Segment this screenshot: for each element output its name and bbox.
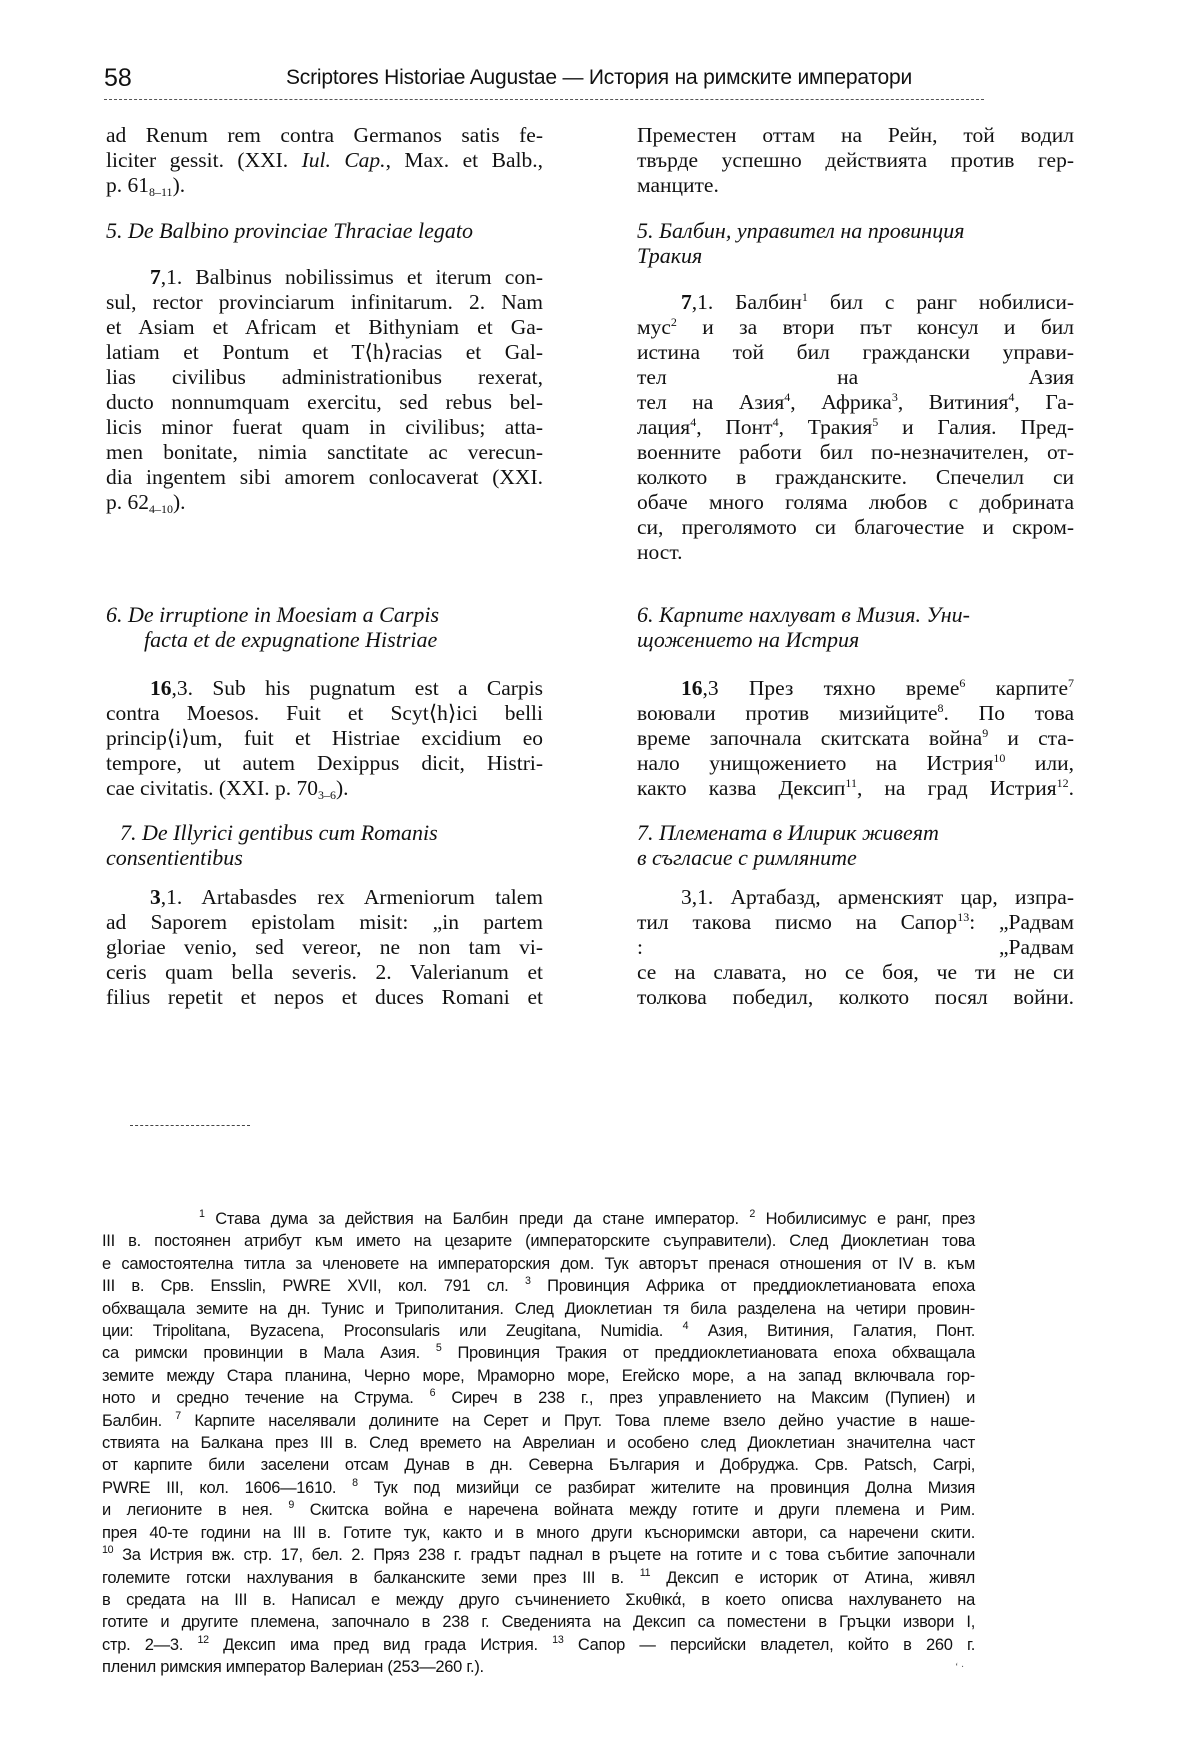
- text-line: толкова победил, колкото посял войни.: [637, 985, 1074, 1009]
- footnote-text: Провинция Тракия от преддиоклетиановата епоха обхващала: [441, 1343, 976, 1363]
- section-heading: в съгласие с римляните: [637, 845, 857, 870]
- latin-section-5: [106, 265, 543, 515]
- text-line: 3,1. Artabasdes rex Armeniorum talem: [150, 885, 543, 909]
- footnote-text: Балбин.: [102, 1410, 176, 1430]
- text-line: latiam et Pontum et T⟨h⟩racias et Gal-: [106, 340, 543, 364]
- header-rule: [104, 99, 984, 100]
- section-heading: 7. Племената в Илирик живеят: [637, 820, 939, 845]
- bulgarian-section-6: [637, 676, 1074, 801]
- footnote-number: 1: [199, 1208, 205, 1220]
- footnote-text: обхващала земите на дн. Тунис и Триполитания. След Диоклетиан тя била разделена на четири провин-: [102, 1298, 975, 1318]
- footnote-text: стр. 2—3.: [102, 1634, 198, 1654]
- text-line: contra Moesos. Fuit et Scyt⟨h⟩ici belli: [106, 701, 543, 725]
- footnote-line: [102, 1634, 975, 1656]
- footnote-number: 6: [429, 1387, 436, 1400]
- text-line: p. $61_{8-11}$).: [106, 173, 186, 199]
- footnote-text: са римски провинции в Мала Азия.: [102, 1343, 436, 1363]
- running-title: Scriptores Historiae Augustae — История на римските императори: [286, 66, 913, 89]
- footnote-line: [102, 1544, 975, 1566]
- text-line: ност.: [637, 540, 683, 564]
- section-heading: Тракия: [637, 243, 703, 268]
- running-head: [104, 64, 984, 98]
- text-line: 3,1. Артабазд, арменският цар, изпра-: [681, 885, 1074, 909]
- footnote-text: Тук под мизийци се разбират жителите на провинция Долна Мизия: [357, 1477, 975, 1497]
- text-line: истина той бил граждански управи-: [637, 340, 1074, 364]
- text-line: sul, rector provinciarum infinitarum. 2. Nam: [106, 290, 543, 314]
- footnote-line: [102, 1387, 975, 1409]
- footnotes: [102, 1208, 975, 1679]
- text-line: тил такова писмо на Сапор$^{13}$: „Радвам: [637, 910, 1074, 934]
- bulgarian-section-5: [637, 290, 1074, 565]
- footnote-line: [102, 1454, 975, 1476]
- footnote-number: 13: [552, 1633, 564, 1646]
- footnote-text: Нобилисимус е ранг, през: [755, 1209, 975, 1228]
- footnote-line: [102, 1320, 975, 1342]
- footnote-line: [102, 1410, 975, 1432]
- footnote-text: ции: Tripolitana, Byzacena, Proconsularis или Zeugitana, Numidia.: [102, 1321, 683, 1341]
- text-line: et Asiam et Africam et Bithyniam et Ga-: [106, 315, 543, 339]
- text-line: cae civitatis. (XXI. p. $70_{3-6}$).: [106, 776, 349, 802]
- section-heading: 6. Карпите нахлуват в Мизия. Уни-: [637, 602, 970, 627]
- footnote-text: големите готски нахлувания в балканските земи през III в.: [102, 1567, 640, 1587]
- footnote-text: е самостоятелна титла за членовете на императорския дом. Тук авторът пренася отношения от IV в. към: [102, 1253, 975, 1273]
- bulgarian-intro: [637, 123, 1074, 198]
- text-line: лация$^4$, Понт$^4$, Тракия$^5$ и Галия. Пред-: [637, 415, 1074, 439]
- latin-heading-7: [106, 820, 543, 870]
- footnote-number: 7: [175, 1409, 181, 1422]
- text-line: мус$^2$ и за втори път консул и бил: [637, 315, 1074, 339]
- footnote-line: [102, 1611, 975, 1633]
- text-line: ad Renum rem contra Germanos satis fe-: [106, 123, 543, 147]
- footnote-number: 3: [524, 1275, 531, 1288]
- footnote-text: пленил римския император Валериан (253—260 г.).: [102, 1657, 484, 1677]
- footnote-text: III в. Срв. Ensslin, PWRE XVII, кол. 791 сл.: [102, 1276, 525, 1296]
- text-line: както казва Дексип$^{11}$, на град Истрия$^{12}$.: [637, 776, 1074, 800]
- text-line: liciter gessit. (XXI. Iul. Cap., Max. et Balb.,: [106, 148, 543, 172]
- text-line: lias civilibus administrationibus rexerat,: [106, 365, 543, 389]
- text-line: се на славата, но се боя, че ти не си: [637, 960, 1074, 984]
- text-line: 16,3 През тяхно време$^6$ карпите$^7$: [681, 676, 1074, 700]
- scan-speck: ʻ ·: [955, 1662, 965, 1673]
- footnote-line: [102, 1522, 975, 1544]
- footnote-text: готите и другите племена, започнало в 238 г. Сведенията на Дексип са поместени в Гръцки извори I,: [102, 1612, 975, 1632]
- footnote-text: Сапор — персийски владетел, който в 260 г.: [563, 1634, 976, 1654]
- footnote-line: [102, 1432, 975, 1454]
- section-heading: 5. Балбин, управител на провинция: [637, 218, 965, 243]
- text-line: 16,3. Sub his pugnatum est a Carpis: [150, 676, 543, 700]
- footnote-line: [102, 1298, 975, 1320]
- footnote-text: в средата на III в. Написал е между друго съчинението Σκυθικά, в което описва нахлуването на: [102, 1589, 975, 1609]
- text-line: : „Радвам: [637, 935, 1074, 959]
- bulgarian-heading-7: [637, 820, 1074, 870]
- footnote-line: [102, 1567, 975, 1589]
- footnote-number: 4: [682, 1320, 689, 1333]
- footnote-line: [102, 1656, 975, 1678]
- footnote-number: 2: [749, 1208, 756, 1220]
- text-line: тел на Азия$^4$, Африка$^3$, Витиния$^4$, Га-: [637, 390, 1074, 414]
- latin-section-7: [106, 885, 543, 1010]
- footnote-text: и легионите в нея.: [102, 1500, 289, 1520]
- text-line: princip⟨i⟩um, fuit et Histriae excidium eo: [106, 726, 543, 750]
- text-line: 7,1. Балбин$^1$ бил с ранг нобилиси-: [681, 290, 1074, 314]
- latin-section-6: [106, 676, 543, 801]
- bulgarian-section-7: [637, 885, 1074, 1010]
- text-line: licis minor fuerat quam in civilibus; atta-: [106, 415, 543, 439]
- latin-heading-5: [106, 218, 543, 243]
- text-line: си, преголямото си благочестие и скром-: [637, 515, 1074, 539]
- footnote-text: от карпите били заселени отсам Дунав в дн. Северна България и Добруджа. Срв. Patsch, Carpi,: [102, 1455, 975, 1475]
- footnote-text: За Истрия вж. стр. 17, бел. 2. Пряз 238 г. градът паднал в ръцете на готите и с това събитие започнали: [113, 1545, 976, 1565]
- footnote-text: земите между Стара планина, Черно море, Мраморно море, Егейско море, а на запад включвала гор-: [102, 1365, 975, 1385]
- text-line: tempore, ut autem Dexippus dicit, Histri-: [106, 751, 543, 775]
- footnote-text: ното и средно течение на Струма.: [102, 1388, 430, 1408]
- footnote-text: Дексип има пред вид града Истрия.: [208, 1634, 553, 1654]
- footnote-line: [102, 1499, 975, 1521]
- section-heading: щожението на Истрия: [637, 627, 860, 652]
- footnote-text: Дексип е историк от Атина, живял: [650, 1567, 975, 1587]
- text-line: Преместен оттам на Рейн, той водил: [637, 123, 1074, 147]
- text-line: твърде успешно действията против гер-: [637, 148, 1074, 172]
- page-number: 58: [104, 64, 132, 92]
- text-line: време започнала скитската война$^9$ и ста-: [637, 726, 1074, 750]
- footnote-line: [102, 1253, 975, 1275]
- footnote-text: прея 40-те години на III в. Готите тук, както и в много други късноримски автори, са наречени скити.: [102, 1522, 975, 1542]
- bulgarian-heading-6: [637, 602, 1074, 652]
- text-line: gloriae venio, sed vereor, ne non tam vi-: [106, 935, 543, 959]
- section-heading: facta et de expugnatione Histriae: [144, 627, 438, 652]
- footnote-number: 11: [639, 1566, 651, 1579]
- text-line: ceris quam bella severis. 2. Valerianum et: [106, 960, 543, 984]
- section-heading: consentientibus: [106, 845, 243, 870]
- text-line: воювали против мизийците$^8$. По това: [637, 701, 1074, 725]
- text-line: тел на Азия: [637, 365, 1074, 389]
- latin-heading-6: [106, 602, 543, 652]
- footnote-text: Азия, Витиния, Галатия, Понт.: [688, 1321, 975, 1341]
- text-line: 7,1. Balbinus nobilissimus et iterum con-: [150, 265, 543, 289]
- footnote-rule: [130, 1125, 250, 1126]
- text-line: men bonitate, nimia sanctitate ac verecun-: [106, 440, 543, 464]
- footnote-number: 9: [288, 1499, 295, 1512]
- footnote-line: [102, 1477, 975, 1499]
- footnote-text: III в. постоянен атрибут към името на цезарите (императорските съуправители). След Диоклетиан това: [102, 1231, 975, 1251]
- footnote-line: [102, 1365, 975, 1387]
- text-line: военните работи бил по-незначителен, от-: [637, 440, 1074, 464]
- footnote-text: Провинция Африка от преддиоклетиановата епоха: [530, 1276, 975, 1296]
- footnote-number: 12: [197, 1633, 209, 1646]
- footnote-text: Става дума за действия на Балбин преди да стане император.: [204, 1209, 750, 1228]
- section-heading: 6. De irruptione in Moesiam a Carpis: [106, 602, 440, 627]
- footnote-number: 10: [102, 1544, 114, 1557]
- footnote-text: PWRE III, кол. 1606—1610.: [102, 1477, 353, 1497]
- footnote-text: Карпите населявали долините на Серет и Прут. Това племе взело дейно участие в наше-: [180, 1410, 975, 1430]
- section-heading: 7. De Illyrici gentibus cum Romanis: [120, 820, 438, 845]
- bulgarian-heading-5: [637, 218, 1074, 268]
- footnote-line: [102, 1342, 975, 1364]
- text-line: нало унищожението на Истрия$^{10}$ или,: [637, 751, 1075, 775]
- footnote-line: [102, 1230, 975, 1252]
- footnote-line: [102, 1275, 975, 1297]
- text-line: колкото в гражданските. Спечелил си: [637, 465, 1074, 489]
- text-line: обаче много голяма любов с добрината: [637, 490, 1074, 514]
- footnote-line: [102, 1589, 975, 1611]
- footnote-line: [102, 1208, 975, 1230]
- section-heading: 5. De Balbino provinciae Thraciae legato: [106, 218, 474, 243]
- footnote-number: 5: [435, 1342, 442, 1355]
- footnote-text: Сиреч в 238 г., през управлението на Максим (Пупиен) и: [435, 1388, 975, 1408]
- text-line: манците.: [637, 173, 719, 197]
- footnote-number: 8: [352, 1476, 358, 1489]
- latin-intro: [106, 123, 543, 198]
- text-line: filius repetit et nepos et duces Romani et: [106, 985, 543, 1009]
- text-line: ad Saporem epistolam misit: „in partem: [106, 910, 543, 934]
- text-line: ducto nonnumquam exercitu, sed rebus bel-: [106, 390, 543, 414]
- text-line: dia ingentem sibi amorem conlocaverat (XXI.: [106, 465, 543, 489]
- text-line: p. $62_{4-10}$).: [106, 490, 186, 516]
- footnote-text: Скитска война е наречена войната между готите и други племена и Рим.: [294, 1500, 976, 1520]
- footnote-text: ствията на Балкана през III в. След времето на Аврелиан и особено след Диоклетиан значителна част: [102, 1433, 975, 1453]
